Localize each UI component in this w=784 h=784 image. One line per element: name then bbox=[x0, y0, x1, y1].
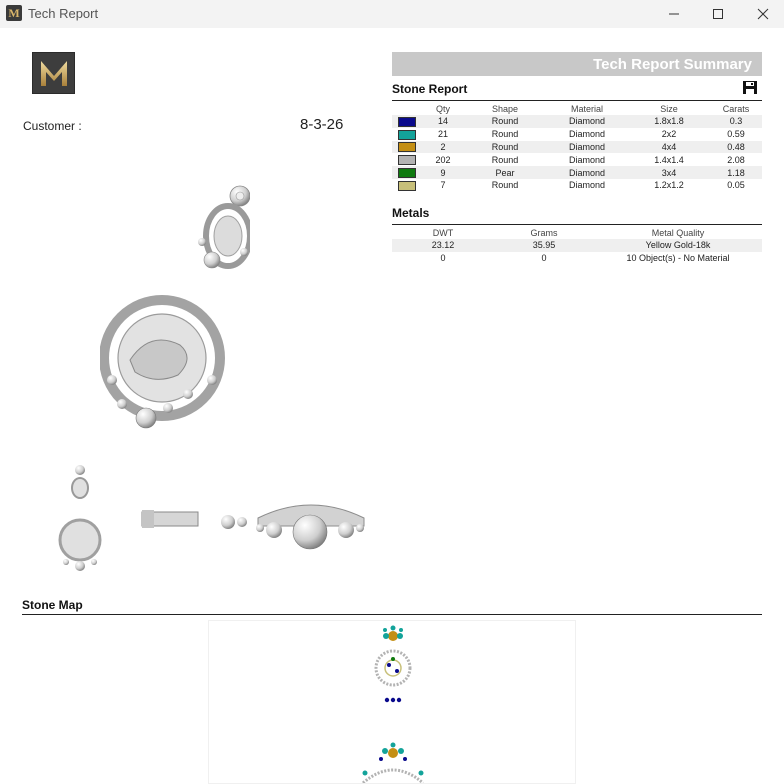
table-cell: 3x4 bbox=[628, 166, 710, 179]
stone-report-divider bbox=[392, 100, 762, 101]
table-cell: 2 bbox=[422, 141, 464, 154]
color-swatch bbox=[398, 117, 416, 127]
stone-report-heading: Stone Report bbox=[392, 82, 468, 96]
swatch-column-header bbox=[392, 102, 422, 115]
table-cell: Round bbox=[464, 141, 546, 154]
column-header: Qty bbox=[435, 103, 450, 114]
column-header: Carats bbox=[722, 103, 750, 114]
table-cell: Pear bbox=[464, 166, 546, 179]
window-title: Tech Report bbox=[28, 6, 99, 21]
column-header: Grams bbox=[530, 227, 558, 238]
table-cell: 1.4x1.4 bbox=[654, 154, 684, 165]
table-cell: 2x2 bbox=[661, 129, 677, 140]
maximize-button[interactable] bbox=[695, 0, 741, 28]
table-cell: 202 bbox=[435, 154, 451, 165]
stone-map-canvas bbox=[208, 620, 576, 784]
column-header: Material bbox=[570, 103, 603, 114]
column-header: Shape bbox=[491, 103, 519, 114]
table-cell: 23.12 bbox=[392, 239, 494, 252]
company-logo bbox=[32, 52, 75, 94]
table-cell: Diamond bbox=[546, 115, 628, 128]
table-cell: 14 bbox=[422, 115, 464, 128]
table-cell: Round bbox=[491, 129, 519, 140]
customer-label: Customer : bbox=[23, 119, 82, 133]
summary-banner bbox=[392, 52, 762, 76]
close-icon bbox=[757, 8, 769, 20]
summary-title: Tech Report Summary bbox=[593, 56, 752, 73]
minimize-icon bbox=[668, 8, 680, 20]
table-cell: 0 bbox=[440, 253, 446, 264]
table-cell: Diamond bbox=[546, 141, 628, 154]
color-swatch bbox=[398, 181, 416, 191]
color-swatch bbox=[398, 168, 416, 178]
monogram-m-icon bbox=[37, 58, 71, 88]
stone-map-divider bbox=[22, 614, 762, 615]
metals-table bbox=[392, 226, 762, 265]
table-cell: Round bbox=[491, 154, 519, 165]
table-row bbox=[392, 141, 762, 154]
table-row bbox=[392, 128, 762, 141]
earring-top-thumbnail bbox=[218, 510, 250, 532]
minimize-button[interactable] bbox=[651, 0, 697, 28]
table-cell: 4x4 bbox=[628, 141, 710, 154]
color-swatch bbox=[398, 130, 416, 140]
table-cell: 21 bbox=[437, 129, 448, 140]
table-cell: 0.48 bbox=[710, 141, 762, 154]
table-cell: Round bbox=[464, 115, 546, 128]
column-header: DWT bbox=[432, 227, 454, 238]
table-row bbox=[392, 179, 762, 192]
table-row bbox=[392, 153, 762, 166]
color-swatch bbox=[398, 142, 416, 152]
stone-report-table bbox=[392, 102, 762, 192]
table-cell: Diamond bbox=[568, 180, 606, 191]
table-cell: 2.08 bbox=[727, 154, 745, 165]
table-cell: 1.8x1.8 bbox=[628, 115, 710, 128]
title-bar bbox=[0, 0, 784, 28]
earring-front-thumbnail bbox=[56, 462, 106, 574]
stone-map-diagram bbox=[209, 621, 575, 783]
color-swatch bbox=[398, 155, 416, 165]
column-header: Size bbox=[660, 103, 678, 114]
stone-map-heading: Stone Map bbox=[22, 598, 83, 612]
table-cell: Diamond bbox=[568, 154, 606, 165]
maximize-icon bbox=[712, 8, 724, 20]
table-cell: 0.59 bbox=[727, 129, 745, 140]
metals-divider bbox=[392, 224, 762, 225]
table-cell: 1.2x1.2 bbox=[654, 180, 684, 191]
close-button[interactable] bbox=[740, 0, 784, 28]
app-logo-icon: M bbox=[6, 5, 22, 21]
metals-heading: Metals bbox=[392, 206, 430, 220]
earring-side-thumbnail bbox=[140, 506, 202, 530]
table-cell: 0.05 bbox=[727, 180, 745, 191]
table-cell: Round bbox=[491, 180, 519, 191]
save-icon[interactable] bbox=[742, 80, 758, 95]
earring-bottom-thumbnail bbox=[256, 494, 366, 552]
table-row bbox=[392, 239, 762, 252]
table-row bbox=[392, 252, 762, 265]
column-header: Metal Quality bbox=[651, 227, 705, 238]
table-cell: 35.95 bbox=[494, 239, 594, 252]
table-cell: 0.3 bbox=[710, 115, 762, 128]
table-cell: 7 bbox=[440, 180, 446, 191]
table-row bbox=[392, 115, 762, 128]
earring-perspective-render bbox=[100, 180, 250, 430]
table-cell: 9 bbox=[422, 166, 464, 179]
table-header-row bbox=[392, 226, 762, 239]
table-cell: 1.18 bbox=[710, 166, 762, 179]
table-header-row bbox=[392, 102, 762, 115]
table-cell: Diamond bbox=[546, 166, 628, 179]
table-cell: 0 bbox=[541, 253, 547, 264]
customer-value: 8-3-26 bbox=[300, 116, 344, 133]
table-cell: 10 Object(s) - No Material bbox=[626, 253, 730, 264]
table-row bbox=[392, 166, 762, 179]
table-cell: Yellow Gold-18k bbox=[594, 239, 762, 252]
table-cell: Diamond bbox=[568, 129, 606, 140]
